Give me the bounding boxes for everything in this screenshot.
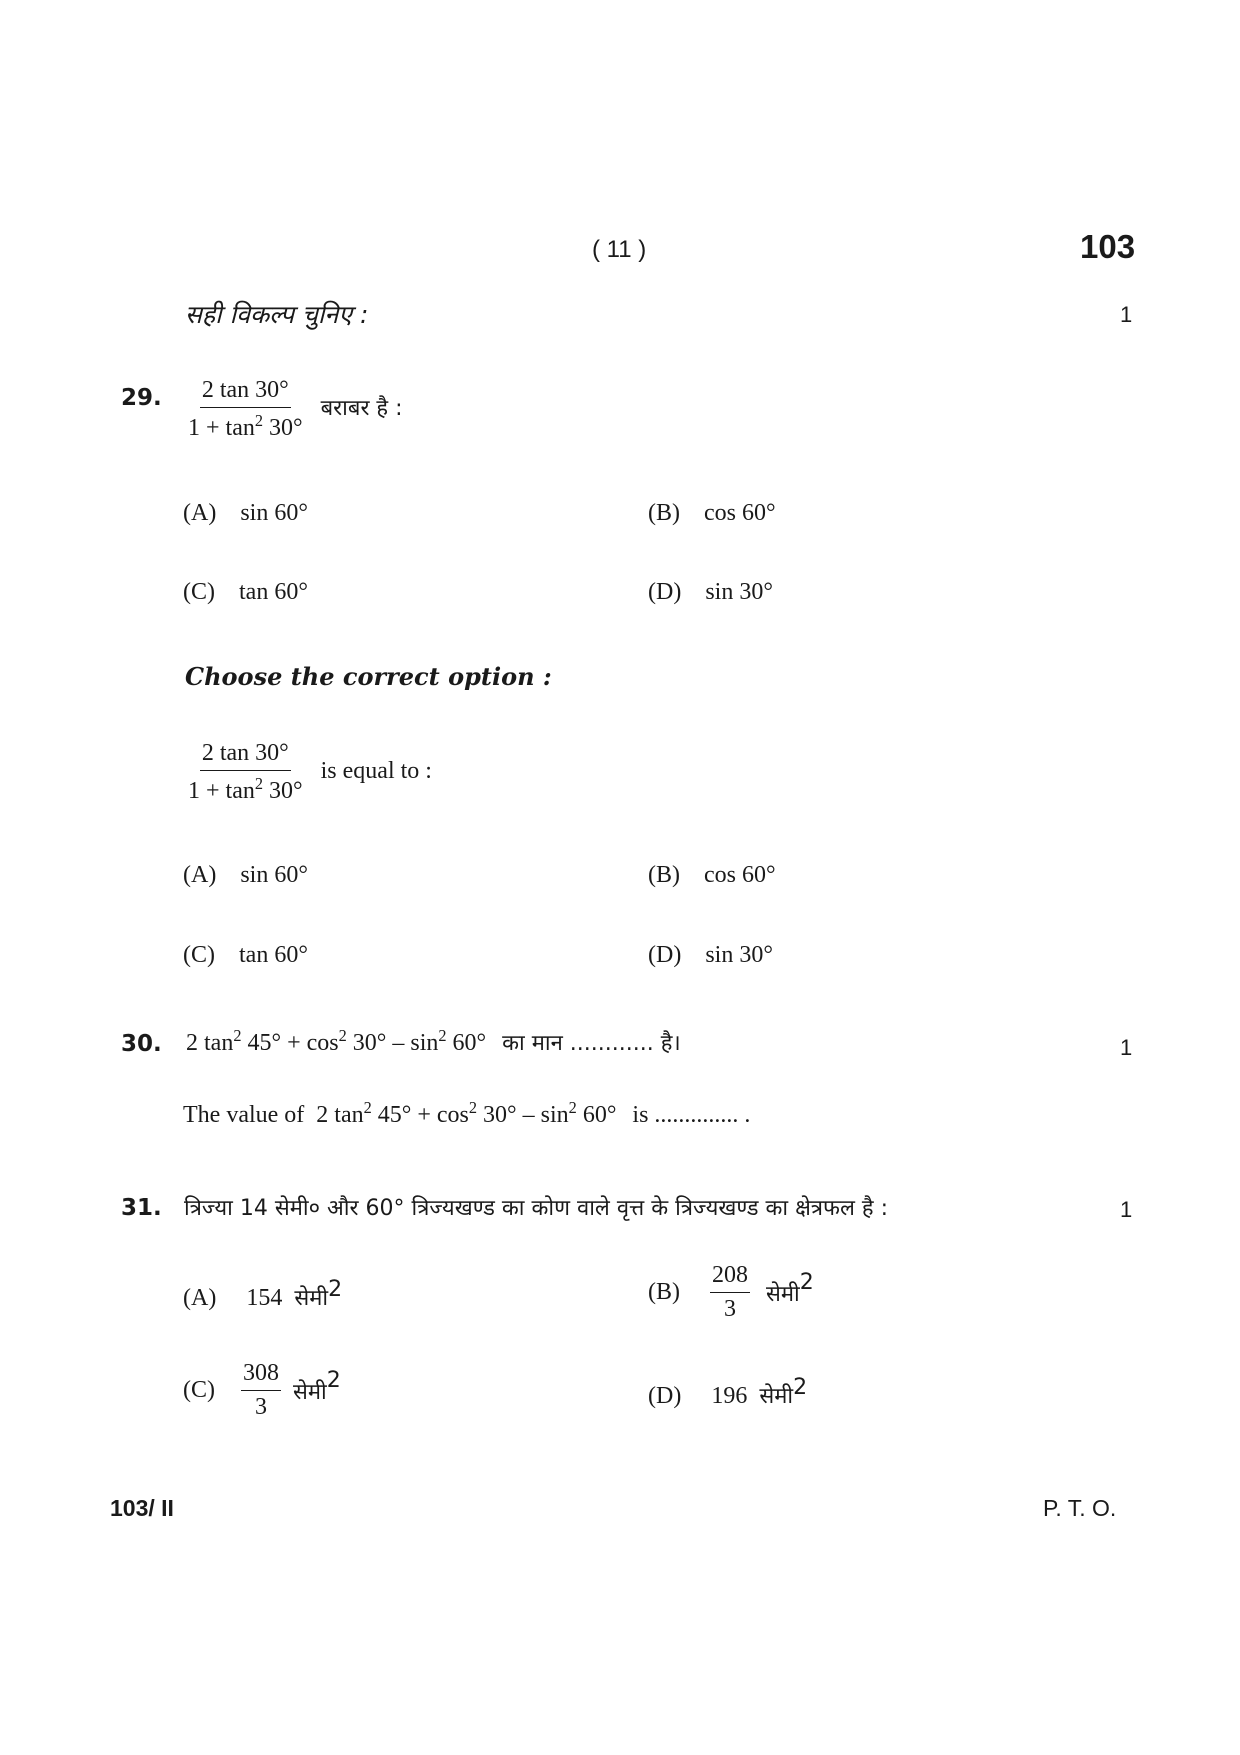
q31-option-a[interactable]: (A) 154 सेमी$^2$ bbox=[183, 1277, 343, 1311]
q29-english-option-c[interactable]: (C) tan 60° bbox=[183, 942, 308, 968]
q29-hindi-fraction bbox=[186, 377, 305, 442]
fraction-denominator: $1 + \tan^2 30^\circ$ bbox=[188, 774, 303, 804]
q29-english-suffix: is equal to : bbox=[320, 758, 432, 785]
footer-pto: P. T. O. bbox=[1043, 1495, 1117, 1521]
q29-english-option-b[interactable]: (B) cos 60° bbox=[648, 862, 776, 888]
fraction-numerator: 2 tan 30° bbox=[200, 740, 291, 771]
q29-hindi-option-b[interactable]: (B) cos 60° bbox=[648, 500, 776, 526]
q31-option-d[interactable]: (D) 196 सेमी$^2$ bbox=[648, 1375, 808, 1409]
q30-number: 30. bbox=[121, 1031, 162, 1057]
q31-option-b[interactable]: (B) $\frac{208}{3}$ सेमी$^2$ bbox=[648, 1262, 814, 1322]
q31-question: त्रिज्या 14 सेमी० और 60° त्रिज्यखण्ड का कोण वाले वृत्त के त्रिज्यखण्ड का क्षेत्रफल है : bbox=[184, 1196, 888, 1221]
q29-english-fraction bbox=[186, 740, 305, 805]
q31-option-c-fraction: $\frac{308}{3}$ bbox=[243, 1360, 279, 1420]
instruction-english: Choose the correct option : bbox=[185, 662, 552, 691]
q31-option-b-fraction: $\frac{208}{3}$ bbox=[712, 1262, 748, 1322]
page-number: ( 11 ) bbox=[592, 236, 647, 263]
q30-marks: 1 bbox=[1120, 1035, 1133, 1060]
q29-hindi-option-d[interactable]: (D) sin 30° bbox=[648, 579, 773, 605]
q31-marks: 1 bbox=[1120, 1197, 1133, 1222]
q29-hindi-option-a[interactable]: (A) sin 60° bbox=[183, 500, 308, 526]
q30-hindi-question: 2 $\tan^2 45^\circ + \cos^2 30^\circ - \sin^2 60^\circ$ का मान ............ है। bbox=[186, 1026, 681, 1056]
q29-hindi-suffix: बराबर है : bbox=[320, 396, 403, 422]
q29-english-option-a[interactable]: (A) sin 60° bbox=[183, 862, 308, 888]
paper-code: 103 bbox=[1080, 228, 1136, 265]
q29-english-option-d[interactable]: (D) sin 30° bbox=[648, 942, 773, 968]
fraction-numerator: 2 tan 30° bbox=[200, 377, 291, 408]
q29-marks: 1 bbox=[1120, 302, 1133, 327]
q30-english-question: The value of 2 $\tan^2 45^\circ + \cos^2 30^\circ - \sin^2 60^\circ$ is .............. . bbox=[183, 1098, 751, 1128]
q29-english-question bbox=[186, 740, 432, 805]
q29-hindi-question bbox=[186, 377, 403, 442]
instruction-hindi: सही विकल्प चुनिए : bbox=[185, 300, 369, 329]
q31-number: 31. bbox=[121, 1195, 162, 1221]
fraction-denominator: $1 + \tan^2 30^\circ$ bbox=[188, 411, 303, 441]
q30-hindi-suffix: का मान ............ है। bbox=[502, 1031, 681, 1056]
q29-number: 29. bbox=[121, 385, 162, 411]
footer-paper-code: 103/ II bbox=[110, 1495, 174, 1521]
q31-option-c[interactable]: (C) $\frac{308}{3}$ सेमी$^2$ bbox=[183, 1360, 341, 1420]
q29-hindi-option-c[interactable]: (C) tan 60° bbox=[183, 579, 308, 605]
